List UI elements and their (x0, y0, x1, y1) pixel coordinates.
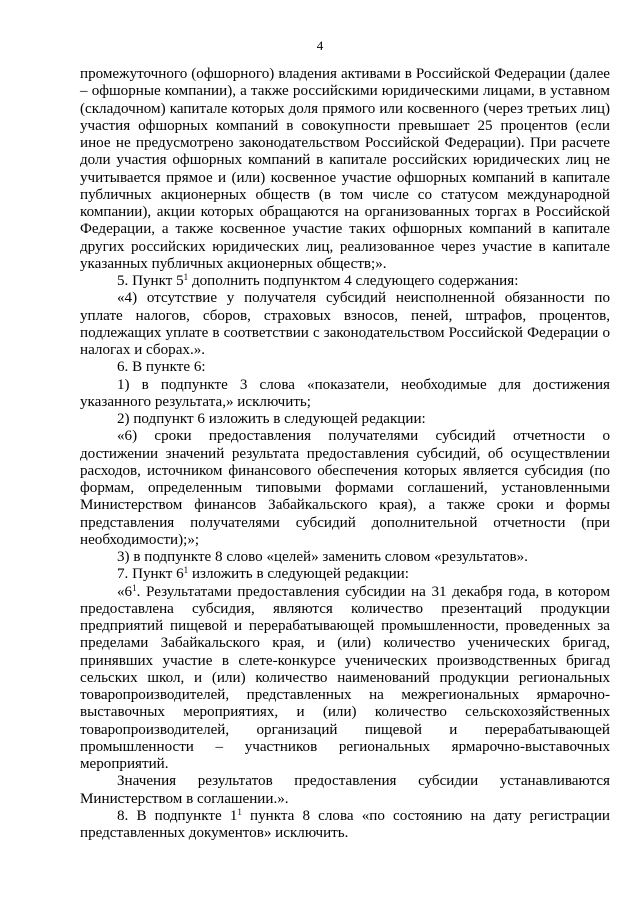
paragraph-text: 3) в подпункте 8 слово «целей» заменить словом «результатов». (117, 549, 528, 565)
paragraph-text: 8. В подпункте 1 (117, 807, 238, 824)
paragraph-p-item-6-2-quote (80, 428, 610, 549)
paragraph-text: промежуточного (офшорного) владения активами в Российской Федерации (далее – офшорные компании), а также российскими юридическими лицами, в уставном (складочном) капитале которых доля прямого или косвенного (через третьих лиц) участия офшорных компаний в совокупности превышает 25 процентов (если иное не предусмотрено законодательством Российской Федерации). При расчете доли участия офшорных компаний в капитале российских юридических лиц не учитывается прямое и (или) косвенное участие офшорных компаний в капитале публичных акционерных обществ (в том числе со статусом международной компании), акции которых обращаются на организованных торгах в Российской Федерации, а также косвенное участие таких офшорных компаний в капитале других российских юридических лиц, реализованное через участие в капитале указанных публичных акционерных обществ;». (80, 66, 610, 272)
paragraph-text: . Результатами предоставления субсидии на 31 декабря года, в котором предоставлена субсидия, являются количество презентаций продукции предприятий пищевой и перерабатывающей промышленности, проведенных за пределами Забайкальского края, и (или) количество ученических бригад, принявших участие в слете-конкурсе ученических производственных бригад сельских школ, и (или) количество наименований продукции региональных товаропроизводителей, представленных на межрегиональных ярмарочно-выставочных мероприятиях, и (или) количество сельскохозяйственных товаропроизводителей, организаций пищевой и перерабатывающей промышленности – участников региональных ярмарочно-выставочных мероприятий. (80, 583, 610, 772)
paragraph-text: 1) в подпункте 3 слова «показатели, необходимые для достижения указанного результата,» исключить; (80, 376, 610, 410)
paragraph-text: 6. В пункте 6: (117, 359, 206, 376)
paragraph-p-item-7-quote (80, 584, 610, 774)
paragraph-text: 2) подпункт 6 изложить в следующей редакции: (117, 411, 426, 427)
paragraph-text: пункта 8 слова «по состоянию на дату регистрации представленных документов» исключить. (80, 807, 610, 841)
paragraph-p-item-5 (80, 273, 610, 290)
paragraph-p-item-8 (80, 808, 610, 843)
paragraph-p-item-6-3 (80, 549, 610, 566)
paragraph-text: дополнить подпунктом 4 следующего содержания: (188, 273, 519, 289)
page-number: 4 (316, 38, 324, 53)
paragraph-p-item-6-2 (80, 411, 610, 428)
paragraph-p-item-7-values (80, 773, 610, 808)
paragraph-p-item-6-1 (80, 377, 610, 412)
document-body (80, 66, 610, 842)
paragraph-text: 5. Пункт 5 (117, 273, 184, 289)
paragraph-text: 7. Пункт 6 (117, 566, 184, 583)
paragraph-p-item-6 (80, 359, 610, 376)
superscript: 1 (132, 582, 137, 593)
paragraph-p-item-7 (80, 566, 610, 583)
paragraph-text: «6) сроки предоставления получателями субсидий отчетности о достижении значений результата предоставления субсидий, об осуществлении расходов, источником финансового обеспечения которых является субсидия (по формам, определенным типовыми формами соглашений, установленными Министерством финансов Забайкальского края), а также сроки и формы представления получателями субсидий дополнительной отчетности (при необходимости);»; (80, 428, 610, 548)
paragraph-text: изложить в следующей редакции: (188, 566, 409, 583)
paragraph-p-offshore-continued (80, 66, 610, 273)
paragraph-text: Значения результатов предоставления субсидии устанавливаются Министерством в соглашении.». (80, 773, 610, 807)
paragraph-text: «4) отсутствие у получателя субсидий неисполненной обязанности по уплате налогов, сборов, страховых взносов, пеней, штрафов, процентов, подлежащих уплате в соответствии с законодательством Российской Федерации о налогах и сборах.». (80, 290, 610, 358)
superscript: 1 (183, 272, 189, 282)
paragraph-p-item-5-quote (80, 290, 610, 359)
superscript: 1 (237, 806, 242, 817)
paragraph-text: «6 (117, 583, 133, 600)
superscript: 1 (183, 565, 189, 576)
